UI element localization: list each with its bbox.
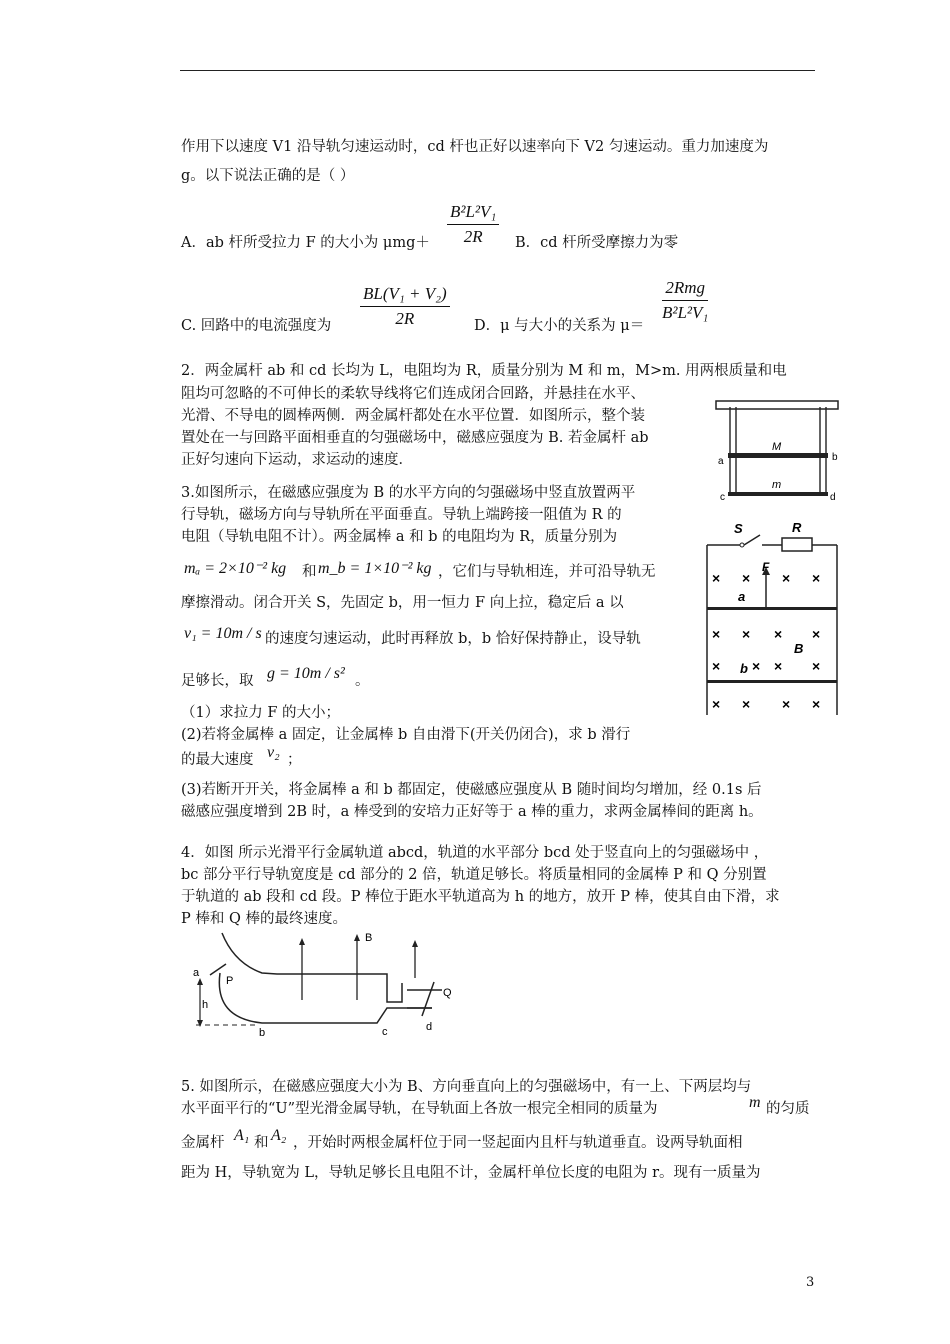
q3-figure <box>700 515 845 720</box>
q1-line-2: g。以下说法正确的是（ ） <box>181 168 355 184</box>
field-cross: × <box>812 626 821 642</box>
q2-line-4: 置处在一与回路平面相垂直的匀强磁场中，磁感应强度为 B. 若金属杆 ab <box>181 430 649 446</box>
q2-line-3: 光滑、不导电的圆棒两侧．两金属杆都处在水平位置．如图所示，整个装 <box>181 408 645 424</box>
upper-rail <box>222 933 402 1002</box>
q2-line-1: 2．两金属杆 ab 和 cd 长均为 L，电阻均为 R，质量分别为 M 和 m，M>m. 用两根质量和电 <box>181 363 787 379</box>
q1-option-d-fraction <box>662 276 708 325</box>
q3-line-6-tail: 的速度匀速运动，此时再释放 b，b 恰好保持静止，设导轨 <box>265 631 641 647</box>
field-cross: × <box>712 626 721 642</box>
field-cross: × <box>742 626 751 642</box>
label-a: a <box>738 589 746 604</box>
q3-line-1: 3.如图所示，在磁感应强度为 B 的水平方向的匀强磁场中竖直放置两平 <box>181 485 636 501</box>
q5-line-3-tail: ，开始时两根金属杆位于同一竖起面内且杆与轨道垂直。设两导轨面相 <box>293 1135 743 1151</box>
fraction-numerator: B²L²V₁ <box>447 200 499 225</box>
q5-line-2-tail: 的匀质 <box>766 1101 810 1117</box>
label-b: b <box>740 661 748 676</box>
switch-S <box>744 535 760 545</box>
field-cross: × <box>774 658 783 674</box>
q3-line-3: 电阻（导轨电阻不计）。两金属棒 a 和 b 的电阻均为 R，质量分别为 <box>181 529 618 545</box>
q3-part-2b: 的最大速度 <box>181 752 254 768</box>
label-h: h <box>202 999 209 1011</box>
field-cross: × <box>712 570 721 586</box>
field-cross: × <box>812 696 821 712</box>
label-m: m <box>772 479 782 491</box>
q1-option-d: D．μ 与大小的关系为 μ＝ <box>474 318 645 334</box>
label-R: R <box>792 520 802 535</box>
field-cross: × <box>742 570 751 586</box>
q3-part-3a: (3)若断开开关，将金属棒 a 和 b 都固定，使磁感应强度从 B 随时间均匀增加，经 0.1s 后 <box>181 782 762 798</box>
resistor-R <box>782 538 812 551</box>
q3-v2: v₂ <box>267 744 280 761</box>
q3-mass-a: mₐ = 2×10⁻² kg <box>184 560 287 577</box>
header-rule <box>180 70 815 71</box>
q3-and: 和 <box>302 564 317 580</box>
field-cross: × <box>782 696 791 712</box>
label-B: B <box>794 641 804 656</box>
label-P: P <box>226 975 234 987</box>
q5-line-1: 5. 如图所示，在磁感应强度大小为 B、方向垂直向上的匀强磁场中，有一上、下两层均与 <box>181 1079 752 1095</box>
q2-line-2: 阻均可忽略的不可伸长的柔软导线将它们连成闭合回路，并悬挂在水平、 <box>181 386 645 402</box>
field-cross: × <box>774 626 783 642</box>
q5-line-4: 距为 H，导轨宽为 L，导轨足够长且电阻不计，金属杆单位长度的电阻为 r。现有一质量为 <box>181 1165 761 1181</box>
lower-rail <box>219 973 432 1023</box>
q5-line-2-head: 水平面平行的“U”型光滑金属导轨，在导轨面上各放一根完全相同的质量为 <box>181 1101 658 1117</box>
fraction-denominator: B²L²V₁ <box>662 303 709 322</box>
q1-option-a: A．ab 杆所受拉力 F 的大小为 μmg＋ <box>181 235 430 251</box>
page-number: 3 <box>806 1275 815 1290</box>
rod-a <box>707 607 837 610</box>
label-b: b <box>259 1027 266 1039</box>
q4-line-4: P 棒和 Q 棒的最终速度。 <box>181 911 347 927</box>
q2-line-5: 正好匀速向下运动，求运动的速度． <box>181 452 413 468</box>
q3-part-3b: 磁感应强度增到 2B 时，a 棒受到的安培力正好等于 a 棒的重力，求两金属棒间的距离 h。 <box>181 804 763 820</box>
label-b: b <box>832 452 838 463</box>
label-a: a <box>193 967 200 979</box>
rod-Q <box>422 982 434 1016</box>
label-d: d <box>830 492 836 503</box>
q3-line-2: 行导轨，磁场方向与导轨所在平面垂直。导轨上端跨接一阻值为 R 的 <box>181 507 622 523</box>
field-cross: × <box>712 696 721 712</box>
label-F: F <box>762 560 770 574</box>
q5-line-3-head: 金属杆 <box>181 1135 225 1151</box>
label-d: d <box>426 1021 433 1033</box>
rod-P <box>210 964 226 975</box>
rod-M <box>728 453 828 458</box>
fraction-denominator: 2R <box>463 227 483 246</box>
q3-line-5: 摩擦滑动。闭合开关 S，先固定 b，用一恒力 F 向上拉，稳定后 a 以 <box>181 595 624 611</box>
field-cross: × <box>812 658 821 674</box>
fraction-numerator: BL(V₁ + V₂) <box>360 282 450 307</box>
q4-line-1: 4．如图 所示光滑平行金属轨道 abcd，轨道的水平部分 bcd 处于竖直向上的匀强磁场中 ， <box>181 845 769 861</box>
label-S: S <box>734 521 743 536</box>
fraction-numerator: 2Rmg <box>662 276 708 301</box>
q1-option-c: C. 回路中的电流强度为 <box>181 318 332 334</box>
label-c: c <box>720 492 725 503</box>
label-Q: Q <box>443 987 452 999</box>
q3-line-7-head: 足够长，取 <box>181 673 254 689</box>
q1-option-c-fraction <box>360 282 450 331</box>
label-c: c <box>382 1026 388 1038</box>
q5-mass-m: m <box>749 1094 761 1111</box>
q1-option-b: B．cd 杆所受摩擦力为零 <box>515 235 679 251</box>
q4-line-2: bc 部分平行导轨宽度是 cd 部分的 2 倍，轨道足够长。将质量相同的金属棒 P 和 Q 分别置 <box>181 867 767 883</box>
label-a: a <box>718 456 724 467</box>
field-cross: × <box>712 658 721 674</box>
field-cross: × <box>752 658 761 674</box>
q1-line-1: 作用下以速度 V1 沿导轨匀速运动时，cd 杆也正好以速率向下 V2 匀速运动。重力加速度为 <box>181 139 769 155</box>
q3-v1: v₁ = 10m / s <box>184 625 262 642</box>
q3-mass-b: m_b = 1×10⁻² kg <box>318 560 432 577</box>
q4-line-3: 于轨道的 ab 段和 cd 段。P 棒位于距水平轨道高为 h 的地方，放开 P 棒，使其自由下滑，求 <box>181 889 780 905</box>
q3-part-2a: (2)若将金属棒 a 固定，让金属棒 b 自由滑下(开关仍闭合)，求 b 滑行 <box>181 727 631 743</box>
field-cross: × <box>812 570 821 586</box>
q5-rod-A2: A₂ <box>271 1127 287 1144</box>
q5-rod-A1: A₁ <box>234 1127 250 1144</box>
label-B: B <box>365 932 373 944</box>
q3-g: g = 10m / s² <box>267 665 345 682</box>
rod-m <box>728 492 828 496</box>
q3-line-7-tail: 。 <box>355 673 370 689</box>
field-cross: × <box>742 696 751 712</box>
q2-figure <box>714 396 846 506</box>
q3-line-4-tail: ，它们与导轨相连，并可沿导轨无 <box>438 564 656 580</box>
q5-and: 和 <box>254 1135 269 1151</box>
rod-b <box>707 680 837 683</box>
field-cross: × <box>782 570 791 586</box>
q4-figure <box>182 928 472 1046</box>
label-M: M <box>772 441 782 453</box>
q1-option-a-fraction <box>447 200 499 249</box>
q3-part-2b-tail: ； <box>287 752 302 768</box>
fraction-denominator: 2R <box>395 309 415 328</box>
q3-part-1: （1）求拉力 F 的大小； <box>181 705 341 721</box>
